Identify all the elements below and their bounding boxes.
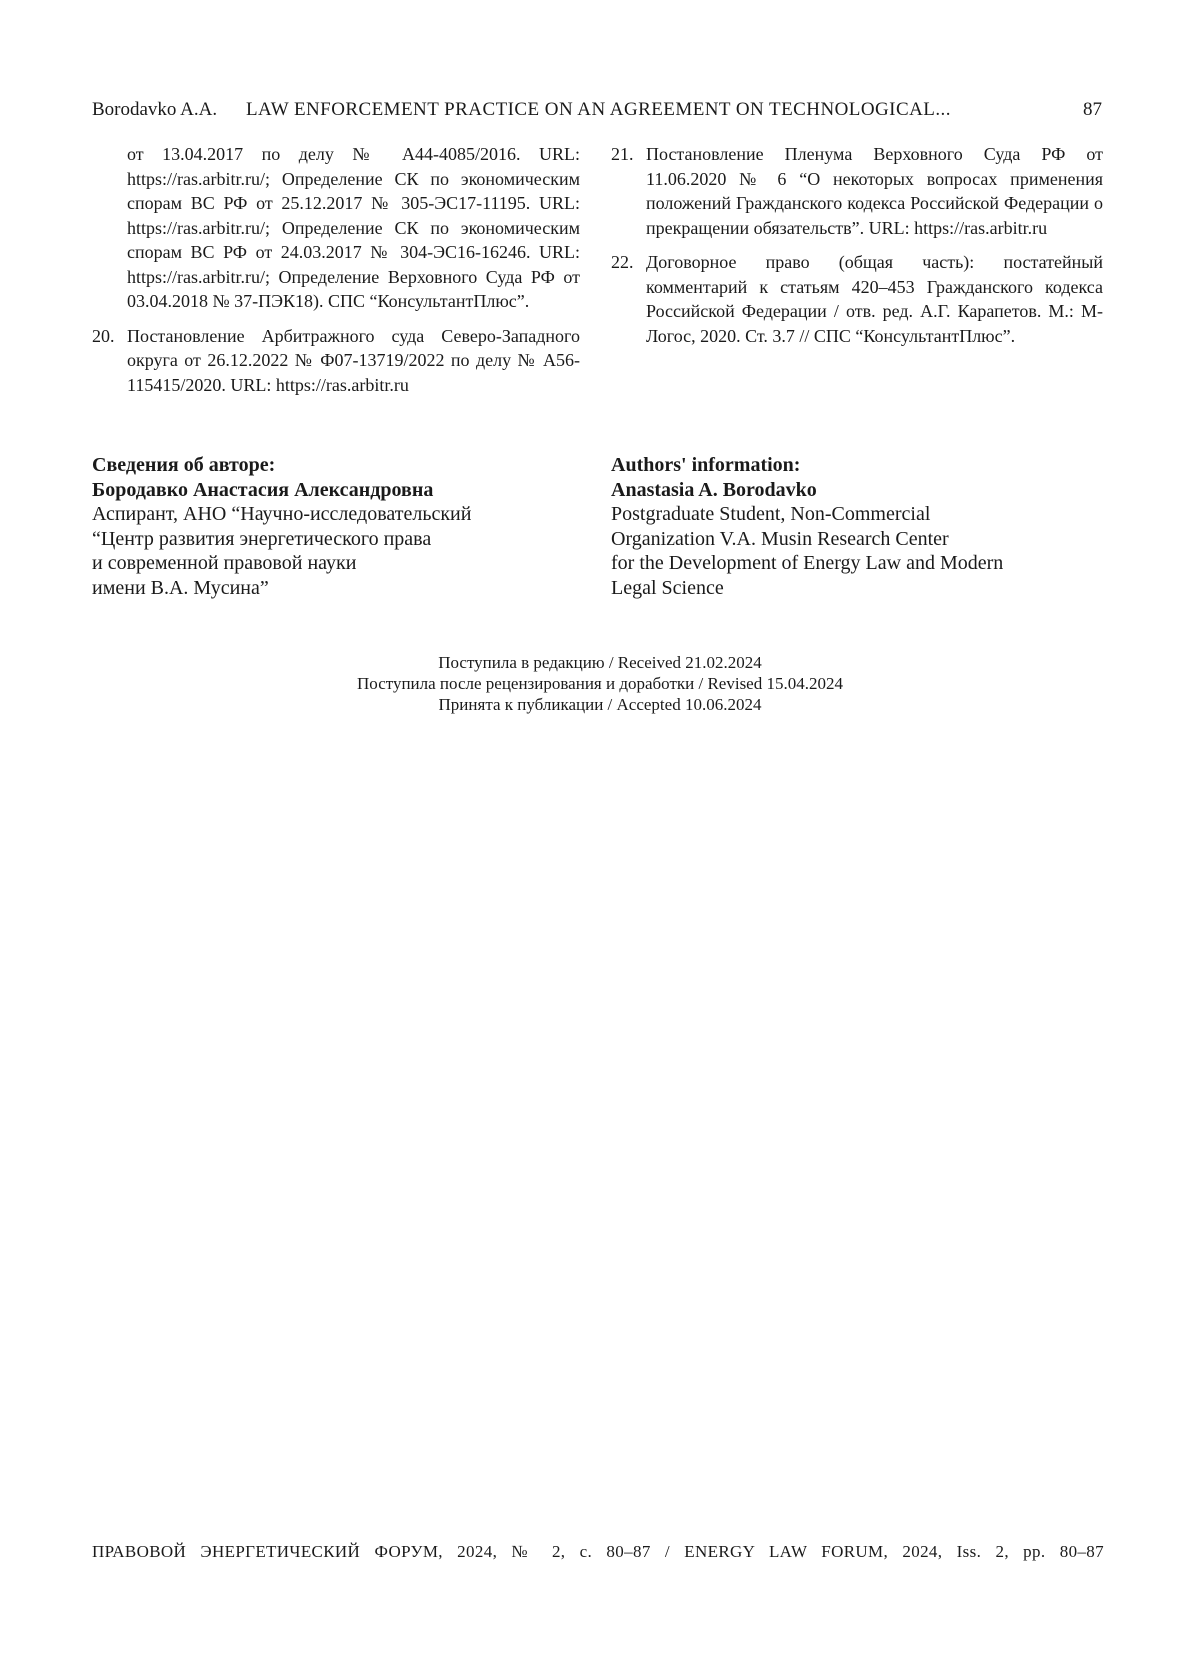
received-date: Поступила в редакцию / Received 21.02.2024 <box>438 653 762 672</box>
header-article-title: LAW ENFORCEMENT PRACTICE ON AN AGREEMENT ON TECHNOLOGICAL... <box>246 99 951 120</box>
author-affiliation-line: и современной правовой науки <box>92 552 357 574</box>
author-affiliation-line: Аспирант, АНО “Научно-исследовательский <box>92 503 472 525</box>
author-affiliation-line: Legal Science <box>611 576 724 599</box>
reference-item <box>92 324 580 398</box>
submission-dates <box>0 652 1200 715</box>
author-name: Бородавко Анастасия Александровна <box>92 478 434 501</box>
author-info-russian <box>92 453 572 600</box>
author-affiliation-line: Postgraduate Student, Non-Commercial <box>611 503 931 525</box>
references-left-column <box>92 142 580 407</box>
running-header <box>92 97 1102 123</box>
author-affiliation-line: “Центр развития энергетического права <box>92 527 432 550</box>
reference-text: Постановление Арбитражного суда Северо-Западного округа от 26.12.2022 № Ф07-13719/2022 по делу № А56-115415/2020. URL: https://ras.arbitr.ru <box>127 325 580 395</box>
reference-number: 22. <box>611 252 634 272</box>
author-info-heading: Authors' information: <box>611 454 801 476</box>
reference-item <box>92 142 580 314</box>
reference-item <box>611 142 1103 240</box>
reference-number: 21. <box>611 144 634 164</box>
author-affiliation-line: имени В.А. Мусина” <box>92 576 269 599</box>
journal-footer: ПРАВОВОЙ ЭНЕРГЕТИЧЕСКИЙ ФОРУМ, 2024, № 2, с. 80–87 / ENERGY LAW FORUM, 2024, Iss. 2, pp. 80–87 <box>92 1542 1104 1561</box>
reference-text: Постановление Пленума Верховного Суда РФ от 11.06.2020 № 6 “О некоторых вопросах применения положений Гражданского кодекса Российской Федерации о прекращении обязательств”. URL: https://ras.arbitr.ru <box>646 144 1103 238</box>
references-right-column <box>611 142 1103 358</box>
reference-number: 20. <box>92 325 115 346</box>
reference-text: от 13.04.2017 по делу № А44-4085/2016. URL: https://ras.arbitr.ru/; Определение СК по экономическим спорам ВС РФ от 25.12.2017 № 305-ЭС17-11195. URL: https://ras.arbitr.ru/; Определение СК по экономическим спорам ВС РФ от 24.03.2017 № 304-ЭС16-16246. URL: https://ras.arbitr.ru/; Определение Верховного Суда РФ от 03.04.2018 № 37-ПЭК18). СПС “КонсультантПлюс”. <box>127 144 580 311</box>
author-affiliation-line: Organization V.A. Musin Research Center <box>611 527 949 550</box>
author-info-english <box>611 453 1101 600</box>
author-info-heading: Сведения об авторе: <box>92 454 276 476</box>
reference-item <box>611 250 1103 348</box>
author-affiliation-line: for the Development of Energy Law and Modern <box>611 552 1004 574</box>
header-author: Borodavko A.A. <box>92 99 218 120</box>
accepted-date: Принята к публикации / Accepted 10.06.2024 <box>438 695 762 714</box>
revised-date: Поступила после рецензирования и доработки / Revised 15.04.2024 <box>357 674 843 693</box>
author-name: Anastasia A. Borodavko <box>611 478 817 501</box>
reference-text: Договорное право (общая часть): постатейный комментарий к статьям 420–453 Гражданского кодекса Российской Федерации / отв. ред. А.Г. Карапетов. М.: М-Логос, 2020. Ст. 3.7 // СПС “КонсультантПлюс”. <box>646 252 1103 346</box>
page-number: 87 <box>1083 99 1102 120</box>
